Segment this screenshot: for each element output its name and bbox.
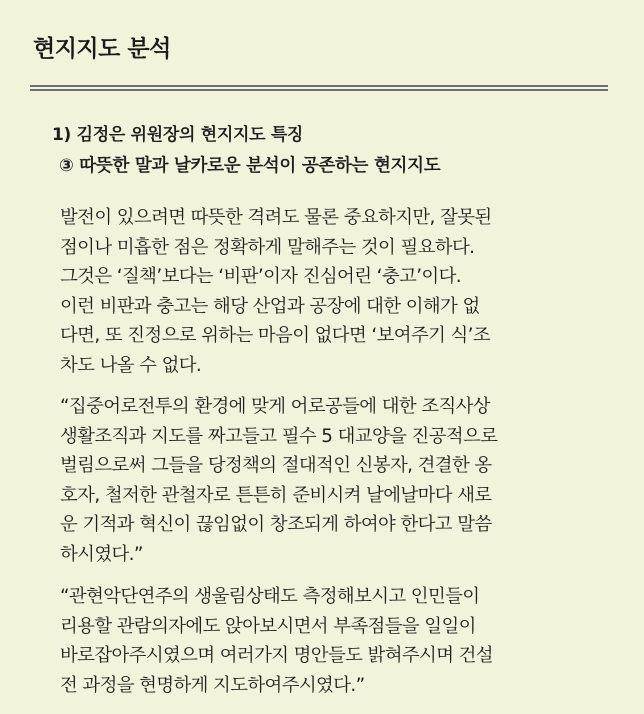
subheading: 1) 김정은 위원장의 현지지도 특징 bbox=[52, 125, 304, 145]
double-divider bbox=[30, 85, 608, 91]
quote-paragraph-1 bbox=[60, 392, 590, 570]
paragraph-line: 다면, 또 진정으로 위하는 마음이 없다면 ‘보여주기 식’조 bbox=[60, 325, 491, 347]
paragraph-line: 벌림으로써 그들을 당정책의 절대적인 신봉자, 견결한 옹 bbox=[60, 455, 492, 477]
paragraph-line: 이런 비판과 충고는 해당 산업과 공장에 대한 이해가 없 bbox=[60, 295, 480, 317]
paragraph-line: 점이나 미흡한 점은 정확하게 말해주는 것이 필요하다. bbox=[60, 236, 475, 258]
quote-paragraph-2 bbox=[60, 582, 590, 700]
body-paragraph-1 bbox=[60, 203, 590, 381]
paragraph-line: 그것은 ‘질책’보다는 ‘비판’이자 진심어린 ‘충고’이다. bbox=[60, 266, 462, 288]
paragraph-line: “집중어로전투의 환경에 맞게 어로공들에 대한 조직사상 bbox=[60, 396, 490, 417]
paragraph-line: 발전이 있으려면 따뜻한 격려도 물론 중요하지만, 잘못된 bbox=[60, 207, 492, 228]
paragraph-line: 리용할 관람의자에도 앉아보시면서 부족점들을 일일이 bbox=[60, 615, 476, 637]
subsubheading: ③ 따뜻한 말과 날카로운 분석이 공존하는 현지지도 bbox=[59, 156, 441, 176]
paragraph-line: “관현악단연주의 생울림상태도 측정해보시고 인민들이 bbox=[60, 586, 480, 607]
paragraph-line: 전 과정을 현명하게 지도하여주시였다.” bbox=[60, 674, 365, 696]
paragraph-line: 생활조직과 지도를 짜고들고 필수 5 대교양을 진공적으로 bbox=[60, 425, 498, 447]
paragraph-line: 하시였다.” bbox=[60, 543, 143, 565]
section-title: 현지지도 분석 bbox=[33, 36, 171, 62]
paragraph-line: 호자, 철저한 관철자로 튼튼히 준비시켜 날에날마다 새로 bbox=[60, 484, 492, 506]
paragraph-line: 바로잡아주시였으며 여러가지 명안들도 밝혀주시며 건설 bbox=[60, 645, 493, 667]
paragraph-line: 차도 나올 수 없다. bbox=[60, 354, 202, 376]
paragraph-line: 운 기적과 혁신이 끊임없이 창조되게 하여야 한다고 말씀 bbox=[60, 514, 492, 536]
